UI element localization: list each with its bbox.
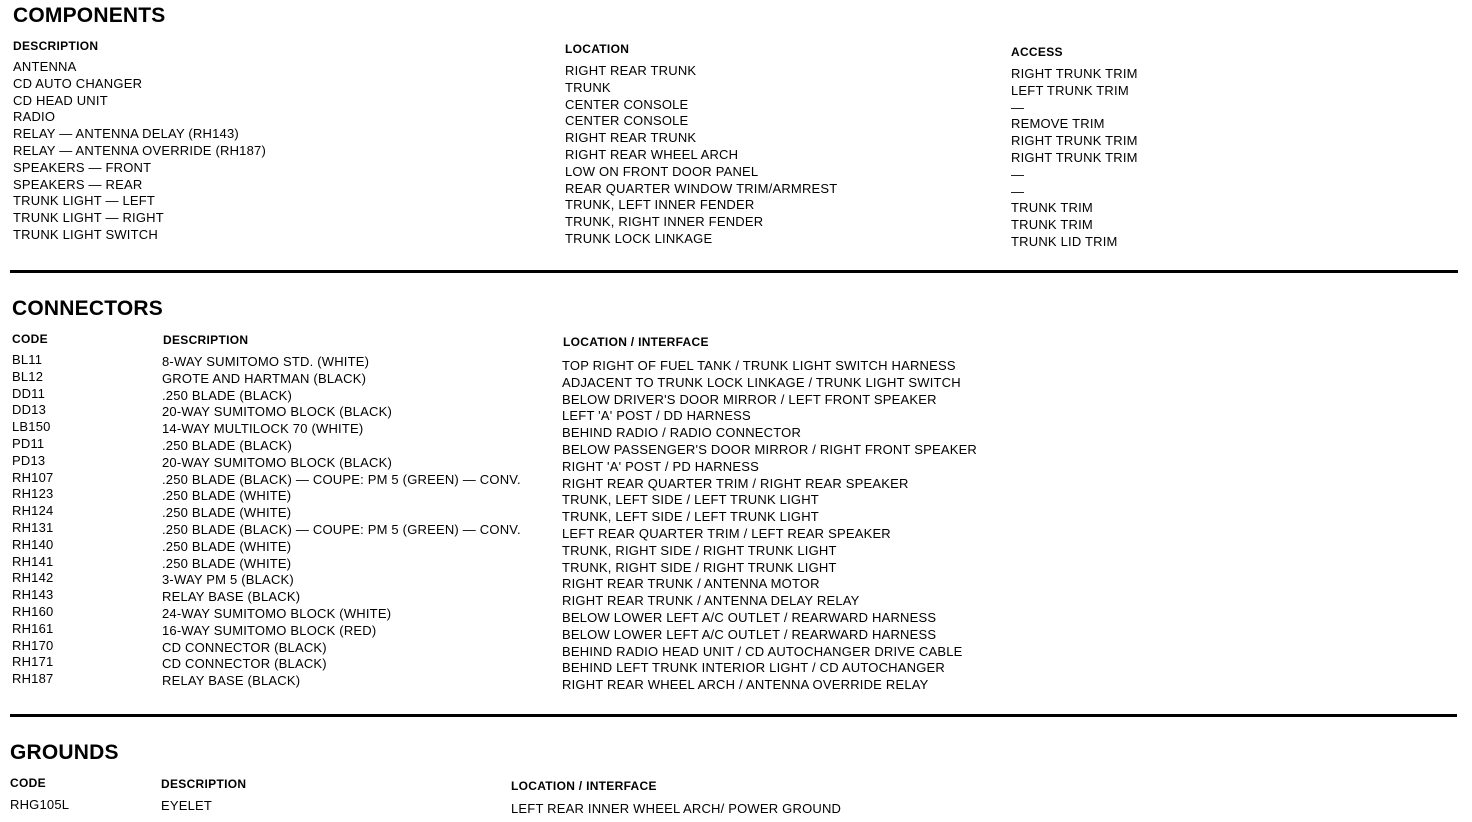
component-location: TRUNK [565, 79, 611, 95]
connector-code: RH143 [12, 587, 54, 603]
components-access-header: ACCESS [1011, 45, 1063, 59]
connector-location: BELOW DRIVER'S DOOR MIRROR / LEFT FRONT SPEAKER [562, 391, 937, 407]
component-access: — [1011, 183, 1025, 199]
connector-description: .250 BLADE (BLACK) [162, 387, 293, 403]
connector-location: BELOW PASSENGER'S DOOR MIRROR / RIGHT FRONT SPEAKER [562, 441, 978, 457]
grounds-description-header: DESCRIPTION [161, 777, 247, 791]
component-description: TRUNK LIGHT SWITCH [13, 226, 158, 242]
connector-location: RIGHT REAR QUARTER TRIM / RIGHT REAR SPEAKER [562, 475, 909, 491]
connector-code: BL12 [12, 368, 44, 384]
connector-description: .250 BLADE (WHITE) [162, 555, 292, 571]
connectors-location-header: LOCATION / INTERFACE [563, 335, 709, 349]
components-description-column [13, 59, 266, 244]
connector-description: .250 BLADE (BLACK) — COUPE: PM 5 (GREEN) — CONV. [162, 471, 521, 487]
connector-description: RELAY BASE (BLACK) [162, 673, 301, 689]
component-location: RIGHT REAR TRUNK [565, 130, 697, 146]
connector-description: 16-WAY SUMITOMO BLOCK (RED) [162, 622, 377, 638]
component-access: RIGHT TRUNK TRIM [1011, 133, 1138, 149]
connector-location: RIGHT REAR WHEEL ARCH / ANTENNA OVERRIDE RELAY [562, 677, 929, 693]
grounds-location-column [511, 801, 841, 818]
connector-code: RH171 [12, 654, 54, 670]
grounds-description-column [161, 798, 212, 815]
component-location: TRUNK, RIGHT INNER FENDER [565, 214, 764, 230]
component-description: RELAY — ANTENNA OVERRIDE (RH187) [13, 142, 266, 158]
connector-description: 20-WAY SUMITOMO BLOCK (BLACK) [162, 404, 392, 420]
component-location: RIGHT REAR WHEEL ARCH [565, 146, 739, 162]
connector-description: 14-WAY MULTILOCK 70 (WHITE) [162, 421, 364, 437]
connector-description: GROTE AND HARTMAN (BLACK) [162, 370, 367, 386]
connector-description: .250 BLADE (WHITE) [162, 538, 292, 554]
components-location-header: LOCATION [565, 42, 630, 56]
connectors-description-column [162, 354, 521, 690]
connector-code: RH123 [12, 486, 54, 502]
grounds-title: GROUNDS [10, 741, 119, 764]
component-location: LOW ON FRONT DOOR PANEL [565, 163, 759, 179]
grounds-code-column [10, 797, 69, 814]
connector-description: 8-WAY SUMITOMO STD. (WHITE) [162, 354, 370, 369]
component-description: CD HEAD UNIT [13, 92, 108, 108]
connector-description: .250 BLADE (WHITE) [162, 505, 292, 521]
connector-description: .250 BLADE (BLACK) — COUPE: PM 5 (GREEN) — CONV. [162, 521, 521, 537]
component-location: RIGHT REAR TRUNK [565, 63, 697, 78]
connectors-title: CONNECTORS [12, 297, 163, 320]
connector-code: RH107 [12, 469, 54, 485]
connector-location: BEHIND LEFT TRUNK INTERIOR LIGHT / CD AUTOCHANGER [562, 660, 946, 676]
connector-location: LEFT REAR QUARTER TRIM / LEFT REAR SPEAKER [562, 525, 891, 541]
connector-code: DD11 [12, 385, 46, 401]
connector-code: RH124 [12, 503, 54, 519]
connector-location: RIGHT REAR TRUNK / ANTENNA MOTOR [562, 576, 820, 592]
connector-code: RH187 [12, 671, 54, 687]
connector-location: TRUNK, RIGHT SIDE / RIGHT TRUNK LIGHT [562, 559, 837, 575]
connector-location: RIGHT REAR TRUNK / ANTENNA DELAY RELAY [562, 593, 860, 609]
connector-description: 20-WAY SUMITOMO BLOCK (BLACK) [162, 454, 392, 470]
component-access: RIGHT TRUNK TRIM [1011, 66, 1138, 81]
components-access-column [1011, 66, 1138, 251]
component-description: ANTENNA [13, 59, 77, 74]
component-description: RELAY — ANTENNA DELAY (RH143) [13, 126, 239, 142]
connectors-code-column [12, 352, 53, 688]
components-description-header: DESCRIPTION [13, 39, 99, 53]
connector-code: RH142 [12, 570, 54, 586]
component-access: TRUNK LID TRIM [1011, 233, 1118, 249]
connectors-description-header: DESCRIPTION [163, 333, 249, 347]
component-access: — [1011, 166, 1025, 182]
components-location-column [565, 63, 837, 248]
connector-location: TRUNK, LEFT SIDE / LEFT TRUNK LIGHT [562, 509, 819, 525]
component-description: TRUNK LIGHT — RIGHT [13, 210, 164, 226]
connector-code: LB150 [12, 419, 51, 435]
connector-code: RH141 [12, 553, 54, 569]
connector-location: TOP RIGHT OF FUEL TANK / TRUNK LIGHT SWITCH HARNESS [562, 358, 956, 373]
component-description: SPEAKERS — FRONT [13, 159, 152, 175]
component-description: TRUNK LIGHT — LEFT [13, 193, 156, 209]
connector-description: .250 BLADE (WHITE) [162, 488, 292, 504]
connector-description: .250 BLADE (BLACK) [162, 437, 293, 453]
connector-code: RH140 [12, 536, 54, 552]
component-location: TRUNK LOCK LINKAGE [565, 230, 713, 246]
connector-code: RH160 [12, 603, 54, 619]
component-access: REMOVE TRIM [1011, 116, 1105, 132]
connector-code: DD13 [12, 402, 47, 418]
component-description: SPEAKERS — REAR [13, 176, 143, 192]
connector-location: BELOW LOWER LEFT A/C OUTLET / REARWARD HARNESS [562, 626, 937, 642]
connector-description: CD CONNECTOR (BLACK) [162, 656, 327, 672]
ground-location: LEFT REAR INNER WHEEL ARCH/ POWER GROUND [511, 801, 842, 816]
component-access: TRUNK TRIM [1011, 217, 1093, 233]
connector-location: ADJACENT TO TRUNK LOCK LINKAGE / TRUNK LIGHT SWITCH [562, 374, 961, 390]
connector-code: PD11 [12, 435, 45, 451]
connector-location: BEHIND RADIO / RADIO CONNECTOR [562, 425, 802, 441]
connector-location: TRUNK, LEFT SIDE / LEFT TRUNK LIGHT [562, 492, 819, 508]
connectors-location-column [562, 358, 977, 694]
connectors-code-header: CODE [12, 332, 48, 346]
ground-description: EYELET [161, 798, 213, 813]
connector-code: RH131 [12, 519, 54, 535]
component-access: LEFT TRUNK TRIM [1011, 82, 1129, 98]
connector-description: 3-WAY PM 5 (BLACK) [162, 572, 294, 588]
connector-code: BL11 [12, 352, 43, 367]
connector-code: RH170 [12, 637, 54, 653]
connector-description: 24-WAY SUMITOMO BLOCK (WHITE) [162, 605, 392, 621]
connector-code: PD13 [12, 452, 46, 468]
component-access: RIGHT TRUNK TRIM [1011, 149, 1138, 165]
component-description: RADIO [13, 109, 56, 125]
grounds-code-header: CODE [10, 776, 46, 790]
section-divider-connectors [10, 714, 1457, 717]
connector-location: BELOW LOWER LEFT A/C OUTLET / REARWARD HARNESS [562, 609, 937, 625]
component-access: TRUNK TRIM [1011, 200, 1093, 216]
connector-description: RELAY BASE (BLACK) [162, 589, 301, 605]
section-divider-components [10, 270, 1458, 273]
grounds-location-header: LOCATION / INTERFACE [511, 779, 657, 793]
component-location: REAR QUARTER WINDOW TRIM/ARMREST [565, 180, 838, 196]
connector-code: RH161 [12, 620, 54, 636]
connector-location: LEFT 'A' POST / DD HARNESS [562, 408, 751, 424]
component-access: — [1011, 99, 1025, 115]
component-location: TRUNK, LEFT INNER FENDER [565, 197, 755, 213]
connector-description: CD CONNECTOR (BLACK) [162, 639, 327, 655]
ground-code: RHG105L [10, 797, 70, 812]
components-title: COMPONENTS [13, 4, 166, 27]
component-location: CENTER CONSOLE [565, 113, 689, 129]
component-location: CENTER CONSOLE [565, 96, 689, 112]
component-description: CD AUTO CHANGER [13, 75, 143, 91]
connector-location: TRUNK, RIGHT SIDE / RIGHT TRUNK LIGHT [562, 542, 837, 558]
connector-location: BEHIND RADIO HEAD UNIT / CD AUTOCHANGER DRIVE CABLE [562, 643, 963, 659]
connector-location: RIGHT 'A' POST / PD HARNESS [562, 458, 759, 474]
